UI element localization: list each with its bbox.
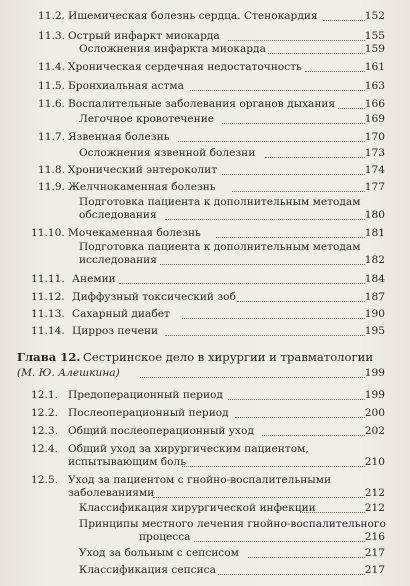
- chapter-page: 199: [364, 367, 385, 379]
- entry-page: 187: [364, 291, 385, 303]
- entry-page: 159: [364, 43, 385, 55]
- leader-dots: [222, 122, 365, 124]
- chapter-author: (М. Ю. Алешкина): [17, 367, 120, 379]
- entry-page: 181: [364, 227, 385, 239]
- leader-dots: [182, 465, 365, 467]
- entry-title: Желчнокаменная болезнь: [68, 181, 216, 193]
- entry-page: 202: [364, 425, 385, 437]
- leader-dots: [194, 540, 365, 542]
- entry-number: 11.6.: [38, 98, 65, 110]
- entry-title: Осложнения язвенной болезни: [79, 147, 256, 159]
- entry-number: 11.4.: [38, 61, 65, 73]
- leader-dots: [160, 263, 365, 265]
- entry-title: Цирроз печени: [72, 325, 159, 337]
- entry-title: Сахарный диабет: [72, 308, 170, 320]
- entry-page: 212: [364, 502, 385, 514]
- leader-dots: [178, 140, 365, 142]
- entry-number: 12.3.: [31, 425, 58, 437]
- entry-number: 11.2.: [38, 10, 65, 22]
- entry-number: 12.1.: [31, 389, 58, 401]
- entry-page: 180: [364, 209, 385, 221]
- leader-dots: [228, 39, 365, 41]
- entry-page: 163: [364, 80, 385, 92]
- leader-dots: [190, 89, 365, 91]
- entry-title: Острый инфаркт миокарда: [68, 30, 220, 42]
- entry-title: Ишемическая болезнь сердца. Стенокардия: [68, 10, 318, 22]
- entry-title: Язвенная болезнь: [68, 131, 170, 143]
- entry-page: 155: [364, 30, 385, 42]
- entry-title-cont: исследования: [79, 254, 157, 266]
- entry-number: 11.13.: [31, 308, 65, 320]
- entry-title: Диффузный токсический зоб: [72, 291, 236, 303]
- leader-dots: [268, 52, 365, 54]
- entry-page: 182: [364, 254, 385, 266]
- entry-page: 173: [364, 147, 385, 159]
- chapter-label: Глава 12.: [17, 350, 81, 364]
- entry-title-cont: испытывающим боль: [68, 456, 187, 468]
- entry-page: 217: [364, 547, 385, 559]
- entry-page: 177: [364, 181, 385, 193]
- entry-page: 170: [364, 131, 385, 143]
- entry-page: 216: [364, 531, 385, 543]
- entry-title: Хронический энтероколит: [68, 164, 218, 176]
- leader-dots: [262, 434, 365, 436]
- entry-page: 217: [364, 564, 385, 576]
- entry-page: 210: [364, 456, 385, 468]
- entry-title-cont: процесса: [139, 531, 191, 543]
- leader-dots: [248, 556, 365, 558]
- entry-number: 11.5.: [38, 80, 65, 92]
- entry-title: Хроническая сердечная недостаточность: [68, 61, 302, 73]
- leader-dots: [218, 573, 365, 575]
- entry-title: Воспалительные заболевания органов дыхания: [68, 98, 336, 110]
- entry-page: 199: [364, 389, 385, 401]
- leader-dots: [153, 496, 365, 498]
- entry-number: 11.3.: [38, 30, 65, 42]
- leader-dots: [228, 398, 365, 400]
- entry-page: 161: [364, 61, 385, 73]
- leader-dots: [237, 300, 365, 302]
- entry-title: Мочекаменная болезнь: [68, 227, 201, 239]
- leader-dots: [182, 317, 365, 319]
- leader-dots: [216, 236, 365, 238]
- leader-dots: [165, 334, 365, 336]
- entry-page: 190: [364, 308, 385, 320]
- leader-dots: [265, 156, 365, 158]
- entry-number: 11.9.: [38, 181, 65, 193]
- entry-page: 200: [364, 407, 385, 419]
- entry-number: 11.10.: [31, 227, 65, 239]
- entry-page: 174: [364, 164, 385, 176]
- entry-title: Подготовка пациента к дополнительным методам: [79, 241, 361, 253]
- entry-title: Классификация хирургической инфекции: [79, 502, 316, 514]
- entry-page: 212: [364, 487, 385, 499]
- entry-title: Анемии: [72, 273, 116, 285]
- entry-title: Общий послеоперационный уход: [68, 425, 254, 437]
- entry-number: 12.5.: [31, 474, 58, 486]
- entry-title: Послеоперационный период: [68, 407, 229, 419]
- leader-dots: [235, 416, 365, 418]
- entry-page: 184: [364, 273, 385, 285]
- entry-title-cont: обследования: [79, 209, 157, 221]
- entry-number: 11.14.: [31, 325, 65, 337]
- entry-title: Классификация сепсиса: [79, 564, 216, 576]
- entry-title-cont: заболеваниями: [68, 487, 155, 499]
- entry-page: 169: [364, 113, 385, 125]
- entry-title: Предоперационный период: [68, 389, 223, 401]
- chapter-title: Сестринское дело в хирургии и травматологии: [83, 350, 374, 364]
- entry-title: Бронхиальная астма: [68, 80, 184, 92]
- leader-dots: [165, 218, 365, 220]
- entry-title: Принципы местного лечения гнойно-воспалительного: [79, 518, 386, 530]
- entry-number: 12.4.: [31, 443, 58, 455]
- entry-number: 11.12.: [31, 291, 65, 303]
- leader-dots: [119, 282, 365, 284]
- entry-title: Уход за больным с сепсисом: [79, 547, 239, 559]
- entry-number: 11.11.: [31, 273, 65, 285]
- leader-dots: [140, 376, 365, 378]
- entry-number: 11.8.: [38, 164, 65, 176]
- entry-page: 195: [364, 325, 385, 337]
- entry-title: Осложнения инфаркта миокарда: [79, 43, 266, 55]
- entry-title: Подготовка пациента к дополнительным методам: [79, 196, 361, 208]
- leader-dots: [232, 190, 365, 192]
- entry-number: 12.2.: [31, 407, 58, 419]
- entry-page: 166: [364, 98, 385, 110]
- entry-title: Легочное кровотечение: [79, 113, 215, 125]
- entry-number: 11.7.: [38, 131, 65, 143]
- leader-dots: [222, 173, 365, 175]
- entry-title: Общий уход за хирургическим пациентом,: [68, 443, 309, 455]
- entry-page: 152: [364, 10, 385, 22]
- entry-title: Уход за пациентом с гнойно-воспалительными: [68, 474, 332, 486]
